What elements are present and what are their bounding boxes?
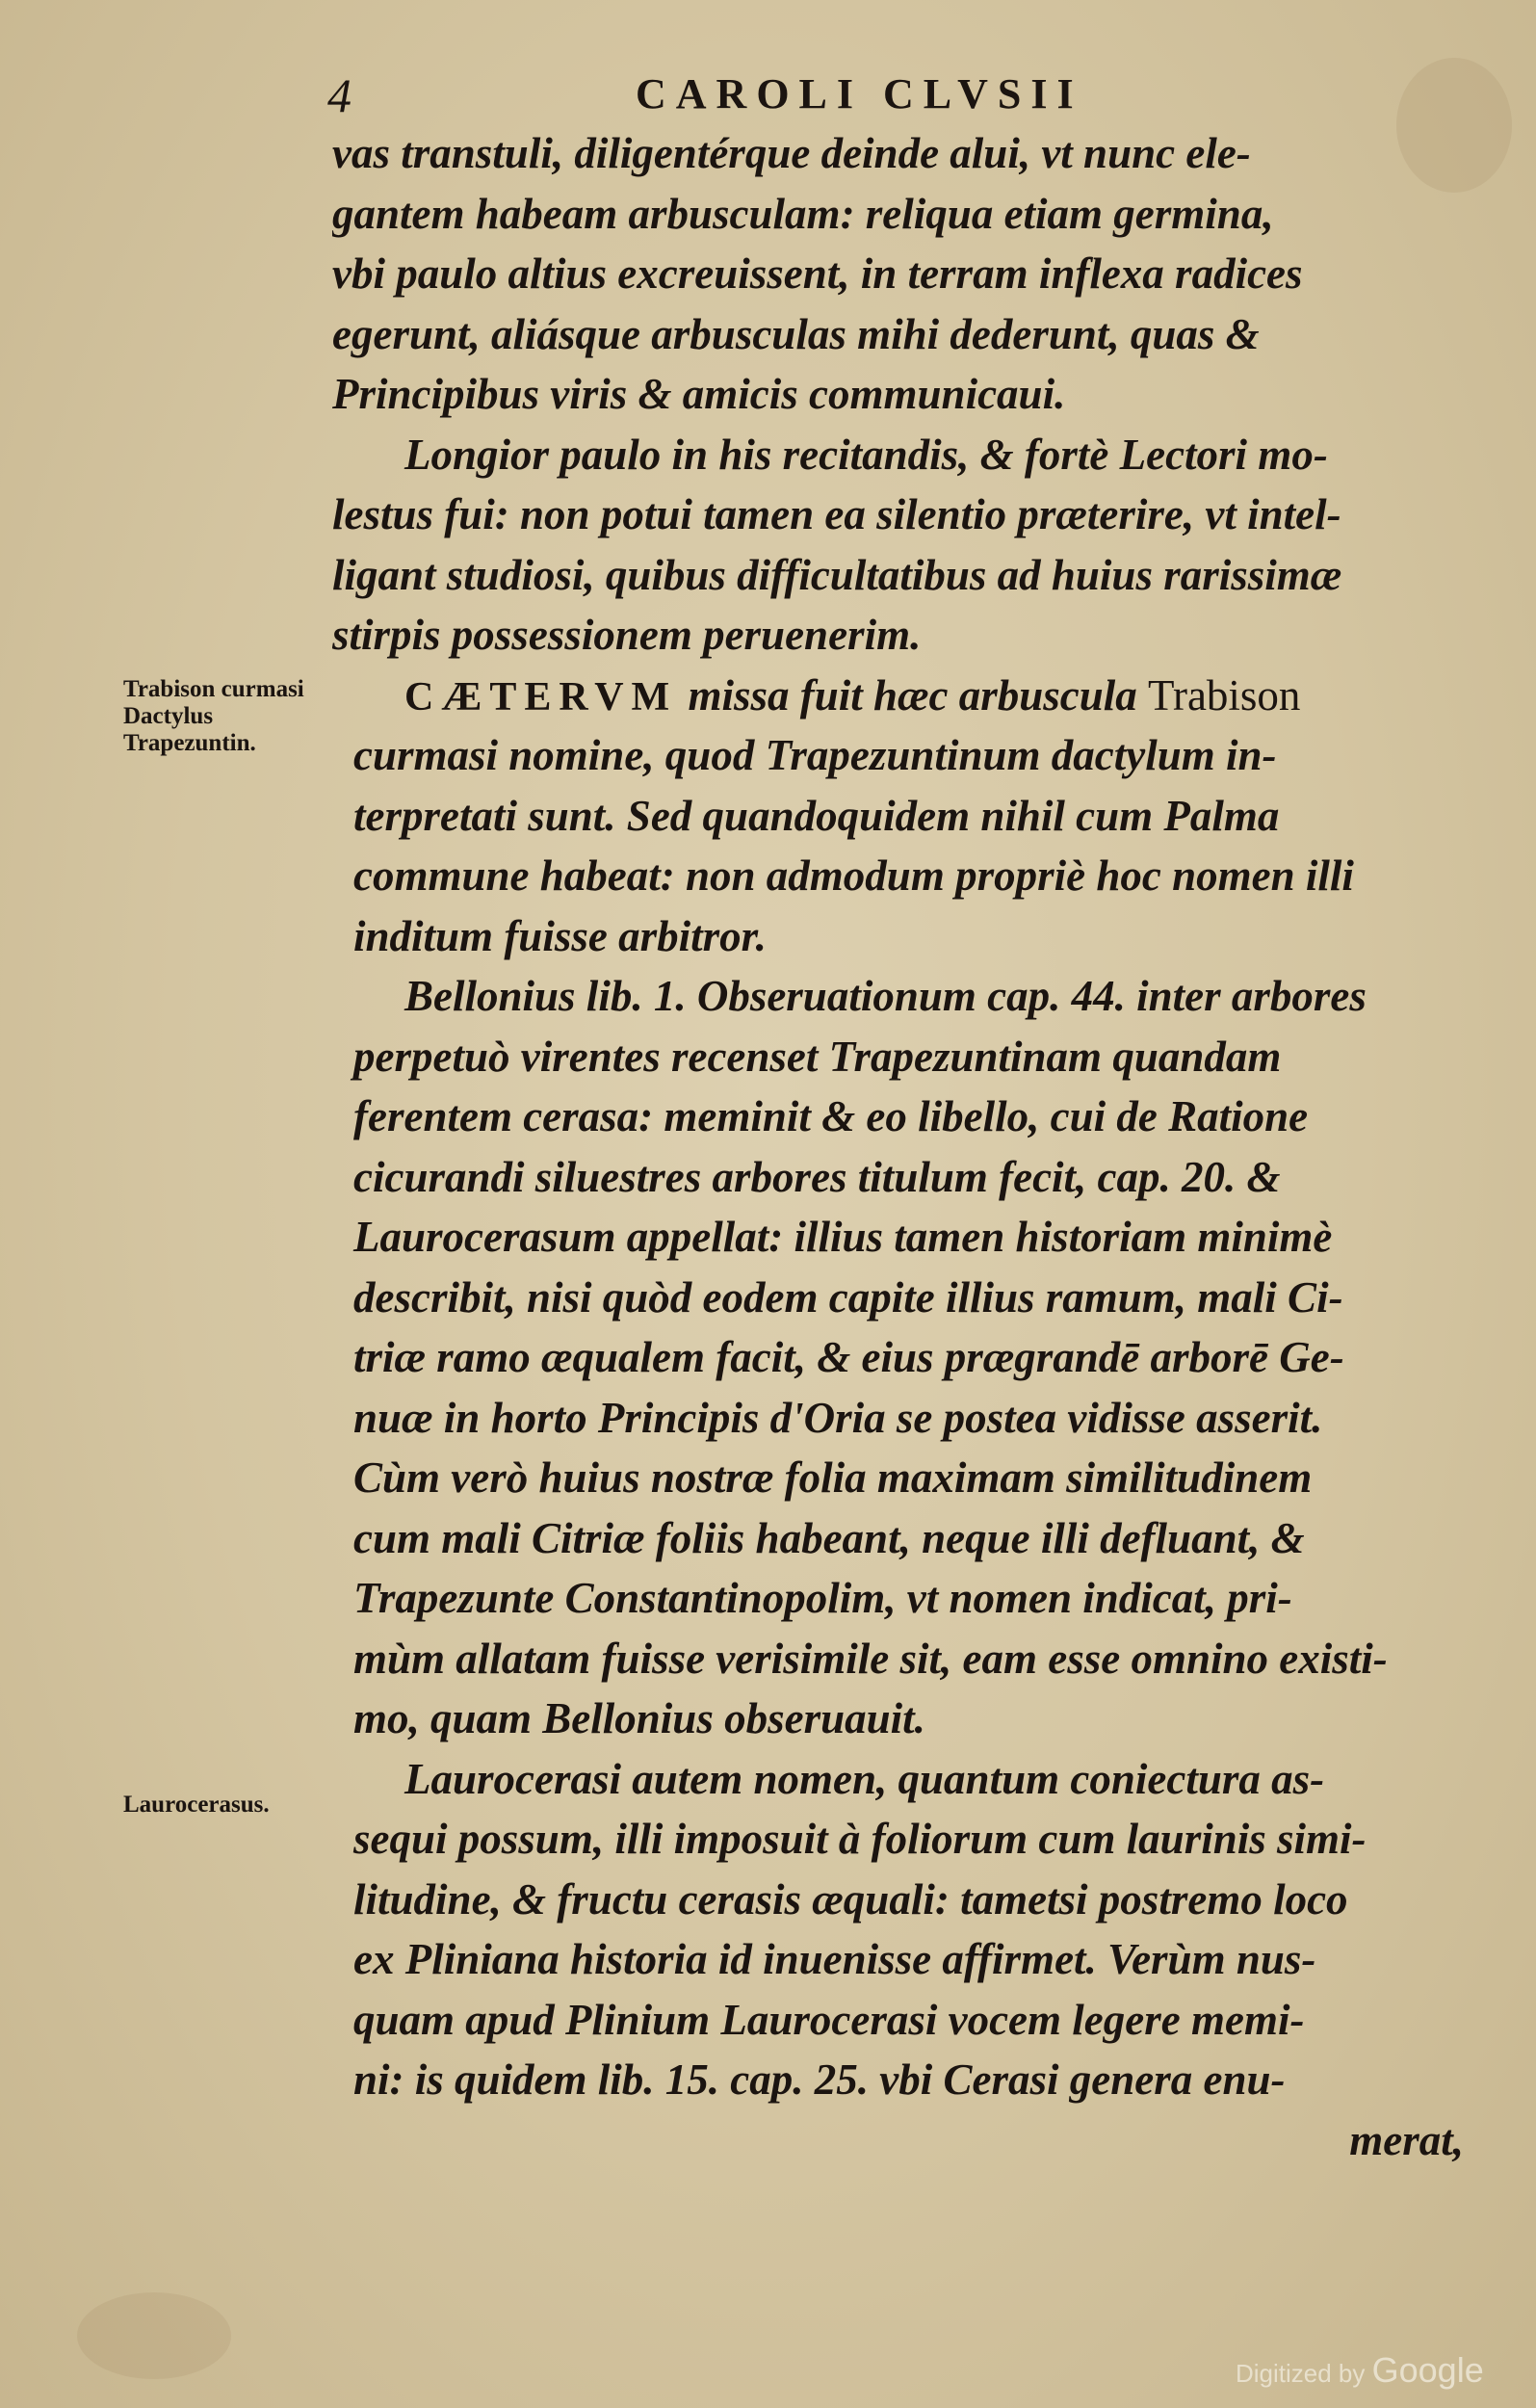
page-header <box>327 60 1483 122</box>
digitized-watermark <box>1236 2350 1484 2391</box>
watermark-prefix: Digitized by <box>1236 2359 1366 2388</box>
text-line: vbi paulo altius excreuissent, in terram inflexa radices <box>332 249 1303 298</box>
text-line: cum mali Citriæ foliis habeant, neque illi defluant, & <box>353 1513 1305 1562</box>
paragraph-start <box>332 666 1483 726</box>
text-line: commune habeat: non admodum propriè hoc nomen illi <box>353 851 1354 900</box>
text-line: mo, quam Bellonius obseruauit. <box>353 1694 925 1742</box>
text-line: inditum fuisse arbitror. <box>353 911 767 960</box>
text-line: quam apud Plinium Laurocerasi vocem legere memi- <box>353 1995 1305 2044</box>
text-line: lestus fui: non potui tamen ea silentio præterire, vt intel- <box>332 490 1341 538</box>
text-line: describit, nisi quòd eodem capite illius ramum, mali Ci- <box>353 1272 1343 1322</box>
margin-note-trabison: Trabison curmasi Dactylus Trapezuntin. <box>123 676 304 756</box>
text-line: curmasi nomine, quod Trapezuntinum dactylum in- <box>353 731 1277 779</box>
text-line: terpretati sunt. Sed quandoquidem nihil cum Palma <box>353 791 1280 840</box>
text-line: egerunt, aliásque arbusculas mihi dederunt, quas & <box>332 309 1260 358</box>
running-head: CAROLI CLVSII <box>636 70 1083 118</box>
trabison-word: Trabison <box>1148 670 1301 720</box>
paragraph-start: Bellonius lib. 1. Obseruationum cap. 44. inter arbores <box>404 972 1367 1020</box>
caeterum-word: CÆTERVM <box>404 674 678 720</box>
text-line: nuæ in horto Principis d'Oria se postea vidisse asserit. <box>353 1393 1323 1442</box>
paragraph-start: Laurocerasi autem nomen, quantum coniectura as- <box>404 1754 1325 1803</box>
text-line: ferentem cerasa: meminit & eo libello, cui de Ratione <box>353 1092 1309 1140</box>
text-line: ni: is quidem lib. 15. cap. 25. vbi Cerasi genera enu- <box>353 2055 1286 2104</box>
text-line: Trapezunte Constantinopolim, vt nomen indicat, pri- <box>353 1574 1292 1622</box>
caeterum-text: missa fuit hæc arbuscula <box>688 670 1137 720</box>
text-line: sequi possum, illi imposuit à foliorum cum laurinis simi- <box>353 1815 1367 1863</box>
text-line: vas transtuli, diligentérque deinde alui, vt nunc ele- <box>332 129 1251 177</box>
google-logo: Google <box>1371 2350 1484 2390</box>
text-line: stirpis possessionem peruenerim. <box>332 611 922 659</box>
main-text <box>332 123 1483 2170</box>
margin-note-laurocerasus: Laurocerasus. <box>123 1792 270 1818</box>
paper-stain <box>77 2292 231 2379</box>
text-line: Principibus viris & amicis communicaui. <box>332 370 1066 418</box>
text-line: ex Pliniana historia id inuenisse affirmet. Verùm nus- <box>353 1935 1316 1983</box>
text-line: litudine, & fructu cerasis æquali: tametsi postremo loco <box>353 1874 1348 1924</box>
text-line: Cùm verò huius nostræ folia maximam similitudinem <box>353 1453 1313 1502</box>
paragraph-start: Longior paulo in his recitandis, & fortè Lectori mo- <box>404 430 1328 479</box>
text-line: triæ ramo æqualem facit, & eius prægrandē arborē Ge- <box>353 1333 1344 1381</box>
text-line: perpetuò virentes recenset Trapezuntinam quandam <box>353 1032 1282 1081</box>
text-line: mùm allatam fuisse verisimile sit, eam esse omnino existi- <box>353 1634 1388 1683</box>
text-line: Laurocerasum appellat: illius tamen historiam minimè <box>353 1213 1333 1261</box>
text-line: gantem habeam arbusculam: reliqua etiam germina, <box>332 189 1274 238</box>
page-number: 4 <box>327 68 351 122</box>
text-line: ligant studiosi, quibus difficultatibus ad huius rarissimæ <box>332 550 1342 599</box>
text-line: cicurandi siluestres arbores titulum fecit, cap. 20. & <box>353 1152 1281 1201</box>
catchword: merat, <box>1349 2115 1464 2164</box>
